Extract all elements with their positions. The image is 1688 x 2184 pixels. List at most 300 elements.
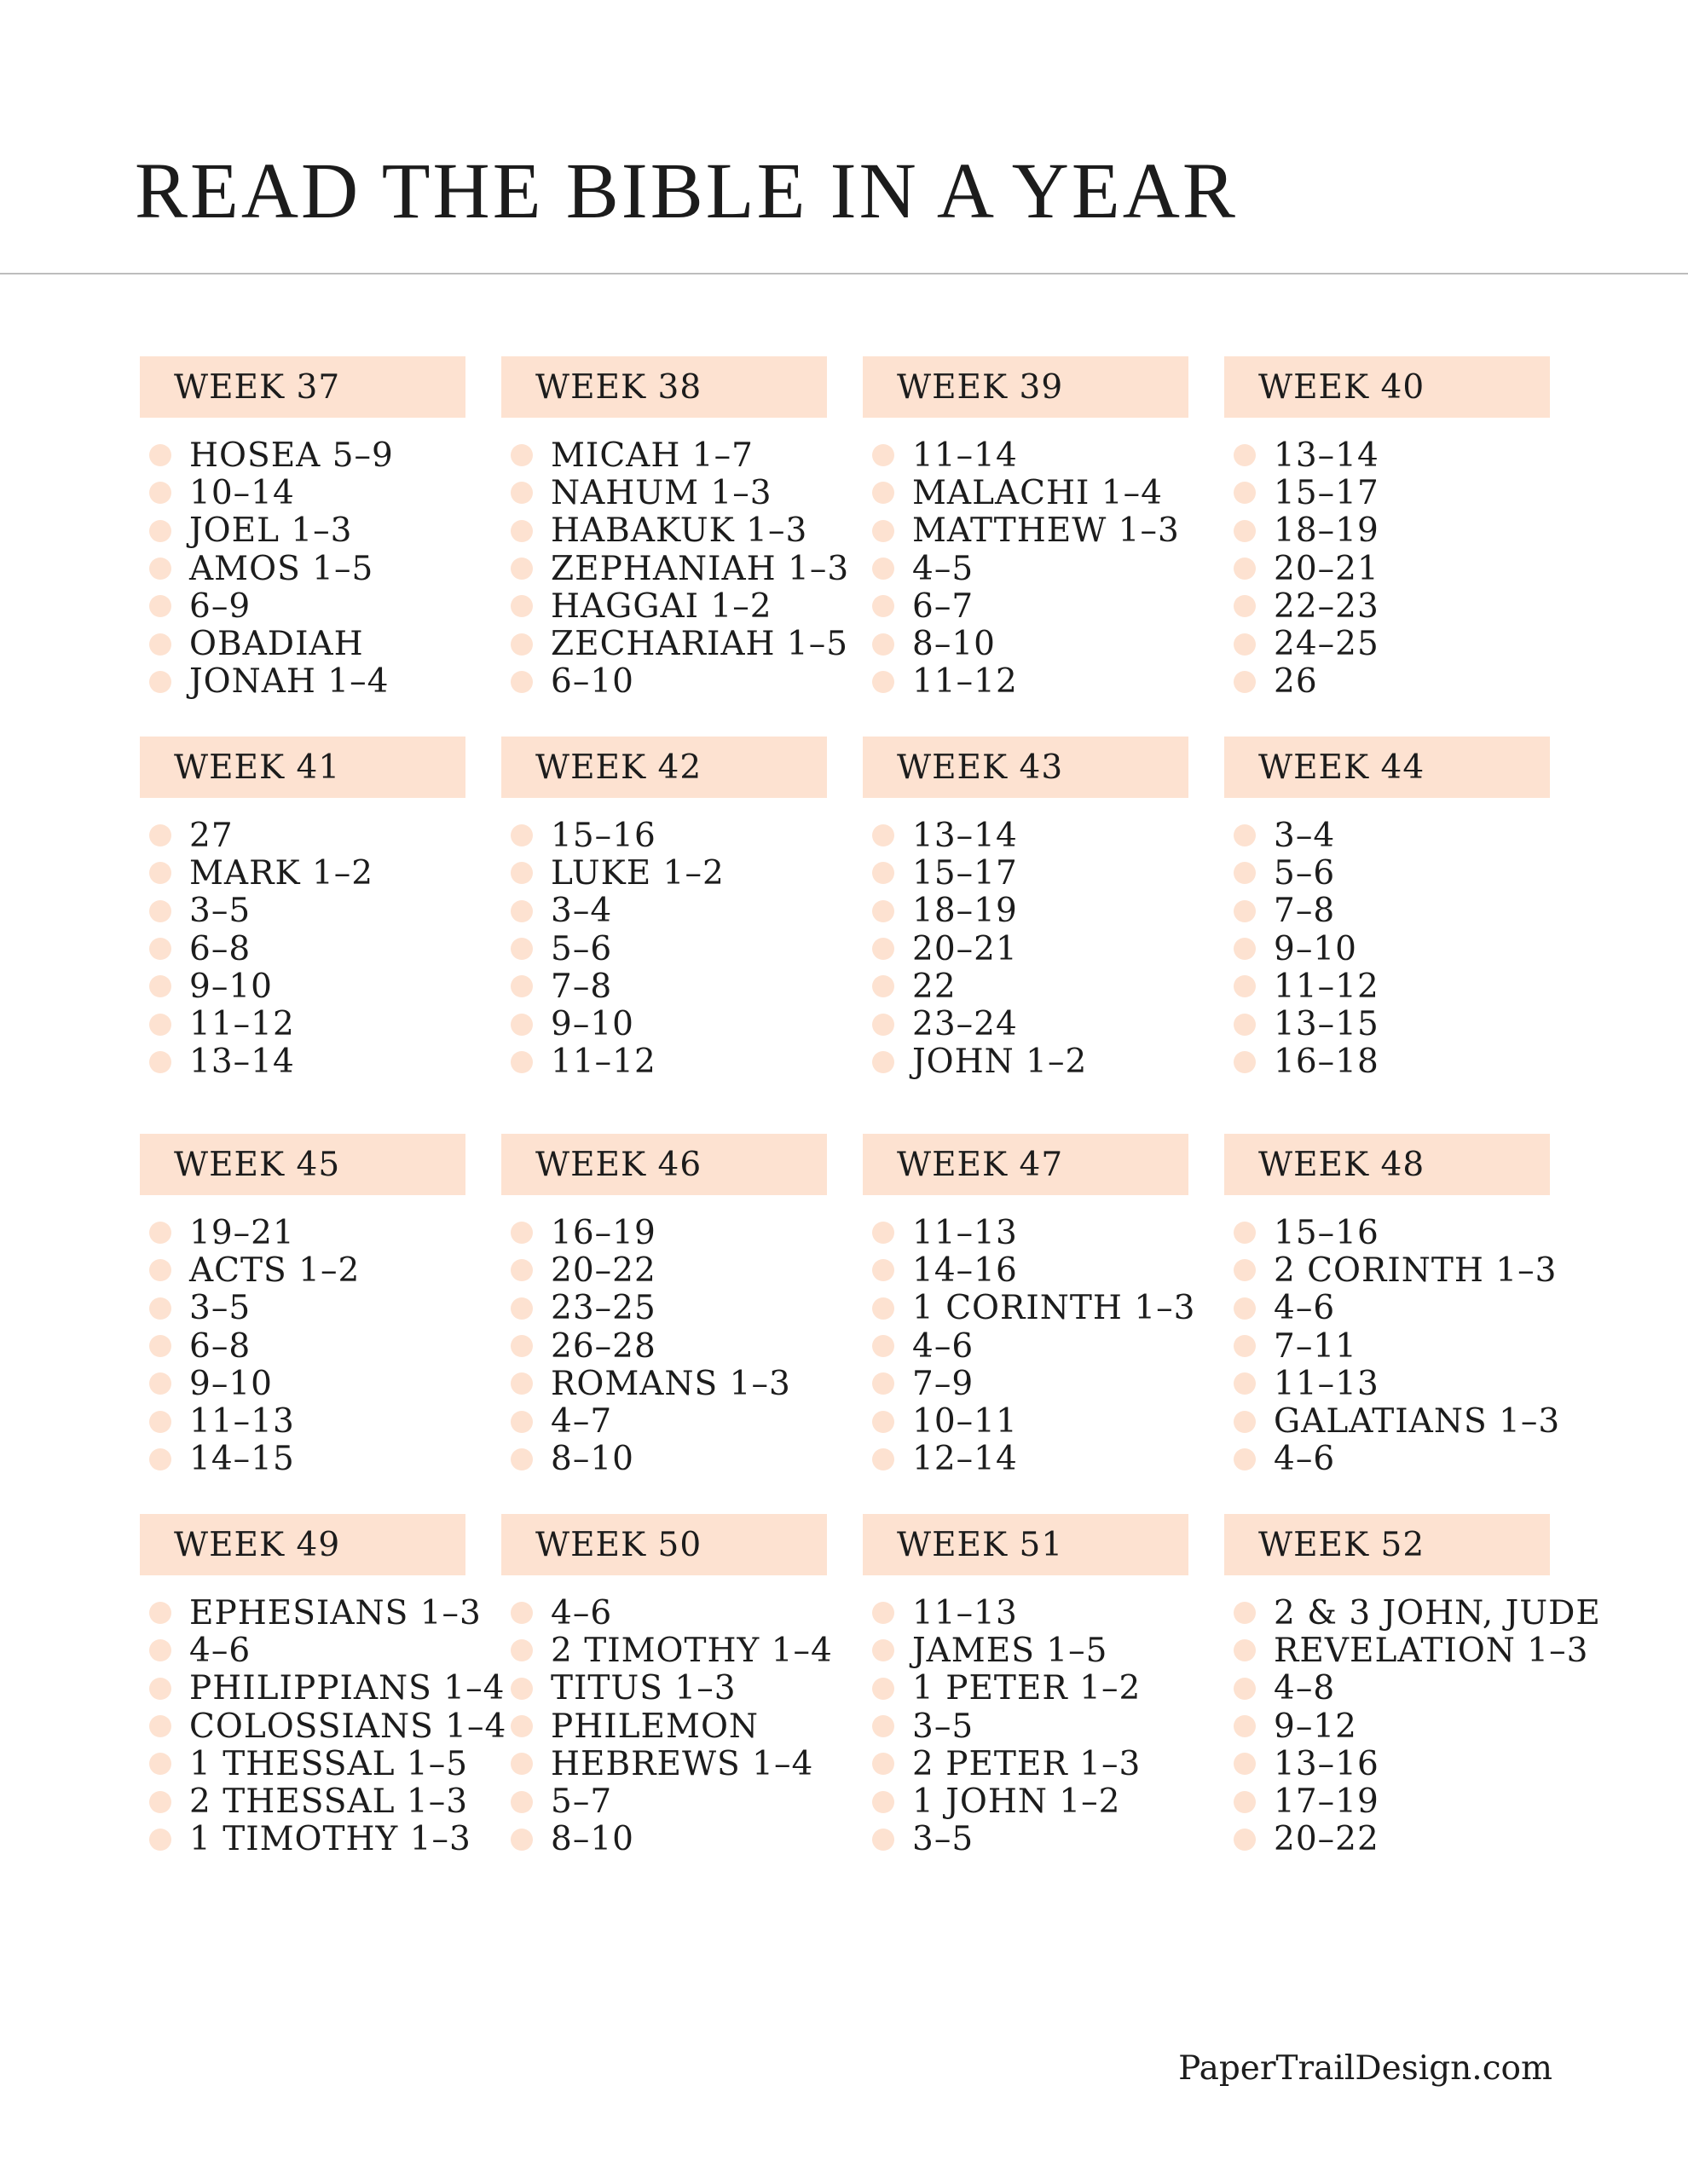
checkbox-circle-icon[interactable] (872, 482, 894, 504)
reading-item[interactable] (863, 1327, 1238, 1365)
reading-item[interactable] (863, 1402, 1238, 1440)
reading-label: JONAH 1–4 (189, 662, 390, 702)
reading-label: 18–19 (912, 892, 1018, 931)
reading-label: 4–6 (912, 1326, 974, 1366)
reading-item[interactable] (863, 1005, 1238, 1043)
reading-label: PHILIPPIANS 1–4 (189, 1669, 506, 1708)
reading-item[interactable] (1224, 474, 1599, 511)
reading-item[interactable] (863, 1214, 1238, 1251)
reading-item[interactable] (501, 1632, 876, 1669)
reading-item[interactable] (501, 893, 876, 930)
reading-item[interactable] (863, 1745, 1238, 1782)
reading-item[interactable] (140, 1365, 515, 1402)
reading-item[interactable] (863, 817, 1238, 854)
reading-list (863, 1214, 1238, 1478)
reading-item[interactable] (501, 1670, 876, 1707)
reading-label: 3–5 (189, 1289, 251, 1328)
checkbox-circle-icon[interactable] (511, 862, 533, 884)
reading-item[interactable] (501, 1327, 876, 1365)
reading-item[interactable] (140, 1327, 515, 1365)
reading-item[interactable] (1224, 512, 1599, 550)
checkbox-circle-icon[interactable] (149, 824, 171, 846)
reading-label: 1 JOHN 1–2 (912, 1782, 1121, 1822)
reading-item[interactable] (1224, 968, 1599, 1005)
checkbox-circle-icon[interactable] (872, 1411, 894, 1433)
reading-item[interactable] (501, 1745, 876, 1782)
reading-item[interactable] (140, 817, 515, 854)
reading-item[interactable] (501, 1251, 876, 1289)
checkbox-circle-icon[interactable] (149, 1222, 171, 1244)
reading-label: 3–5 (912, 1707, 974, 1746)
reading-item[interactable] (863, 968, 1238, 1005)
reading-item[interactable] (140, 893, 515, 930)
week-block (1224, 356, 1599, 701)
reading-label: ROMANS 1–3 (551, 1364, 791, 1403)
reading-item[interactable] (140, 968, 515, 1005)
checkbox-circle-icon[interactable] (149, 1678, 171, 1700)
reading-item[interactable] (1224, 587, 1599, 625)
week-header: WEEK 37 (140, 356, 465, 418)
checkbox-circle-icon[interactable] (149, 558, 171, 580)
checkbox-circle-icon[interactable] (1234, 558, 1256, 580)
checkbox-circle-icon[interactable] (1234, 1222, 1256, 1244)
reading-item[interactable] (501, 587, 876, 625)
checkbox-circle-icon[interactable] (511, 1372, 533, 1395)
reading-label: 11–13 (912, 1213, 1018, 1252)
checkbox-circle-icon[interactable] (511, 1678, 533, 1700)
reading-item[interactable] (501, 1365, 876, 1402)
reading-item[interactable] (140, 550, 515, 587)
reading-label: 3–5 (189, 892, 251, 931)
checkbox-circle-icon[interactable] (149, 595, 171, 617)
reading-item[interactable] (863, 1594, 1238, 1632)
checkbox-circle-icon[interactable] (149, 482, 171, 504)
reading-item[interactable] (140, 1441, 515, 1478)
checkbox-circle-icon[interactable] (149, 1051, 171, 1073)
reading-item[interactable] (1224, 1290, 1599, 1327)
reading-item[interactable] (1224, 1821, 1599, 1858)
reading-label: 4–7 (551, 1402, 613, 1442)
reading-label: 9–10 (1274, 929, 1357, 968)
checkbox-circle-icon[interactable] (511, 900, 533, 922)
checkbox-circle-icon[interactable] (1234, 1791, 1256, 1813)
reading-item[interactable] (1224, 1441, 1599, 1478)
reading-item[interactable] (140, 663, 515, 701)
reading-label: 9–10 (189, 967, 273, 1006)
checkbox-circle-icon[interactable] (149, 862, 171, 884)
reading-item[interactable] (501, 1821, 876, 1858)
checkbox-circle-icon[interactable] (511, 1715, 533, 1737)
reading-item[interactable] (1224, 1214, 1599, 1251)
reading-label: JOHN 1–2 (912, 1043, 1088, 1082)
reading-label: 11–12 (912, 662, 1018, 702)
reading-item[interactable] (501, 663, 876, 701)
checkbox-circle-icon[interactable] (1234, 900, 1256, 922)
reading-item[interactable] (1224, 625, 1599, 662)
week-header: WEEK 42 (501, 737, 827, 798)
reading-label: AMOS 1–5 (189, 549, 374, 588)
checkbox-circle-icon[interactable] (872, 862, 894, 884)
checkbox-circle-icon[interactable] (511, 482, 533, 504)
reading-list (501, 436, 876, 701)
reading-label: JOEL 1–3 (189, 511, 353, 551)
reading-item[interactable] (140, 1214, 515, 1251)
reading-item[interactable] (501, 436, 876, 474)
checkbox-circle-icon[interactable] (1234, 938, 1256, 960)
checkbox-circle-icon[interactable] (872, 1297, 894, 1320)
reading-label: 6–8 (189, 929, 251, 968)
reading-item[interactable] (1224, 1632, 1599, 1669)
checkbox-circle-icon[interactable] (511, 558, 533, 580)
week-block (863, 356, 1238, 701)
week-block (140, 737, 515, 1081)
reading-item[interactable] (1224, 1402, 1599, 1440)
reading-label: 8–10 (551, 1440, 634, 1479)
reading-label: 13–14 (912, 816, 1018, 855)
checkbox-circle-icon[interactable] (1234, 1372, 1256, 1395)
reading-item[interactable] (863, 550, 1238, 587)
reading-item[interactable] (140, 930, 515, 968)
reading-label: 14–16 (912, 1251, 1018, 1290)
checkbox-circle-icon[interactable] (511, 1222, 533, 1244)
week-block (501, 737, 876, 1081)
checkbox-circle-icon[interactable] (149, 1411, 171, 1433)
reading-item[interactable] (501, 1707, 876, 1745)
checkbox-circle-icon[interactable] (1234, 862, 1256, 884)
checkbox-circle-icon[interactable] (1234, 1829, 1256, 1851)
week-header: WEEK 47 (863, 1134, 1188, 1195)
reading-item[interactable] (1224, 550, 1599, 587)
checkbox-circle-icon[interactable] (511, 1051, 533, 1073)
reading-list (140, 817, 515, 1081)
checkbox-circle-icon[interactable] (872, 824, 894, 846)
checkbox-circle-icon[interactable] (511, 975, 533, 997)
reading-label: 2 & 3 JOHN, JUDE (1274, 1593, 1601, 1632)
reading-item[interactable] (140, 1043, 515, 1081)
reading-item[interactable] (501, 1782, 876, 1820)
checkbox-circle-icon[interactable] (1234, 520, 1256, 542)
reading-item[interactable] (140, 1594, 515, 1632)
reading-item[interactable] (863, 930, 1238, 968)
reading-item[interactable] (140, 854, 515, 892)
checkbox-circle-icon[interactable] (511, 1411, 533, 1433)
checkbox-circle-icon[interactable] (1234, 824, 1256, 846)
reading-item[interactable] (501, 1005, 876, 1043)
reading-item[interactable] (1224, 1670, 1599, 1707)
checkbox-circle-icon[interactable] (1234, 482, 1256, 504)
week-block (1224, 737, 1599, 1081)
checkbox-circle-icon[interactable] (872, 938, 894, 960)
reading-item[interactable] (1224, 1745, 1599, 1782)
checkbox-circle-icon[interactable] (511, 444, 533, 466)
reading-item[interactable] (501, 968, 876, 1005)
checkbox-circle-icon[interactable] (872, 1259, 894, 1281)
checkbox-circle-icon[interactable] (511, 1297, 533, 1320)
reading-item[interactable] (863, 436, 1238, 474)
checkbox-circle-icon[interactable] (511, 1014, 533, 1036)
reading-item[interactable] (863, 1251, 1238, 1289)
checkbox-circle-icon[interactable] (149, 1715, 171, 1737)
reading-item[interactable] (863, 1707, 1238, 1745)
reading-item[interactable] (140, 1251, 515, 1289)
reading-item[interactable] (140, 1782, 515, 1820)
reading-item[interactable] (501, 625, 876, 662)
checkbox-circle-icon[interactable] (1234, 1411, 1256, 1433)
checkbox-circle-icon[interactable] (872, 1829, 894, 1851)
reading-item[interactable] (863, 1821, 1238, 1858)
checkbox-circle-icon[interactable] (511, 1791, 533, 1813)
reading-item[interactable] (863, 587, 1238, 625)
checkbox-circle-icon[interactable] (511, 1639, 533, 1661)
reading-item[interactable] (1224, 1594, 1599, 1632)
checkbox-circle-icon[interactable] (149, 1335, 171, 1357)
reading-label: 15–17 (1274, 473, 1379, 512)
checkbox-circle-icon[interactable] (511, 520, 533, 542)
reading-item[interactable] (501, 854, 876, 892)
reading-item[interactable] (501, 1214, 876, 1251)
checkbox-circle-icon[interactable] (149, 444, 171, 466)
checkbox-circle-icon[interactable] (872, 444, 894, 466)
checkbox-circle-icon[interactable] (149, 1829, 171, 1851)
checkbox-circle-icon[interactable] (1234, 671, 1256, 693)
reading-item[interactable] (140, 1670, 515, 1707)
checkbox-circle-icon[interactable] (872, 1639, 894, 1661)
checkbox-circle-icon[interactable] (872, 1602, 894, 1624)
reading-item[interactable] (1224, 817, 1599, 854)
reading-label: 7–8 (551, 967, 613, 1006)
reading-list (140, 1594, 515, 1858)
checkbox-circle-icon[interactable] (149, 633, 171, 656)
checkbox-circle-icon[interactable] (149, 1791, 171, 1813)
reading-item[interactable] (140, 436, 515, 474)
reading-label: 13–14 (1274, 436, 1379, 475)
checkbox-circle-icon[interactable] (1234, 1448, 1256, 1470)
checkbox-circle-icon[interactable] (872, 1791, 894, 1813)
reading-item[interactable] (863, 854, 1238, 892)
reading-item[interactable] (1224, 893, 1599, 930)
reading-item[interactable] (1224, 930, 1599, 968)
reading-item[interactable] (140, 1707, 515, 1745)
reading-item[interactable] (140, 1745, 515, 1782)
checkbox-circle-icon[interactable] (1234, 1335, 1256, 1357)
reading-item[interactable] (140, 587, 515, 625)
checkbox-circle-icon[interactable] (872, 1051, 894, 1073)
reading-label: 7–8 (1274, 892, 1336, 931)
checkbox-circle-icon[interactable] (149, 1259, 171, 1281)
reading-item[interactable] (1224, 1782, 1599, 1820)
checkbox-circle-icon[interactable] (149, 1753, 171, 1775)
reading-label: HEBREWS 1–4 (551, 1744, 814, 1783)
reading-label: 11–12 (189, 1005, 295, 1044)
reading-item[interactable] (863, 512, 1238, 550)
checkbox-circle-icon[interactable] (872, 900, 894, 922)
header-divider (0, 273, 1688, 274)
checkbox-circle-icon[interactable] (511, 1448, 533, 1470)
week-block (863, 737, 1238, 1081)
checkbox-circle-icon[interactable] (511, 1829, 533, 1851)
checkbox-circle-icon[interactable] (872, 671, 894, 693)
checkbox-circle-icon[interactable] (1234, 1014, 1256, 1036)
checkbox-circle-icon[interactable] (1234, 1297, 1256, 1320)
checkbox-circle-icon[interactable] (149, 975, 171, 997)
checkbox-circle-icon[interactable] (149, 1014, 171, 1036)
reading-item[interactable] (863, 1043, 1238, 1081)
week-header: WEEK 45 (140, 1134, 465, 1195)
week-header: WEEK 48 (1224, 1134, 1550, 1195)
page-title: READ THE BIBLE IN A YEAR (135, 147, 1238, 235)
checkbox-circle-icon[interactable] (149, 900, 171, 922)
reading-label: PHILEMON (551, 1707, 760, 1746)
reading-item[interactable] (1224, 1707, 1599, 1745)
checkbox-circle-icon[interactable] (1234, 595, 1256, 617)
checkbox-circle-icon[interactable] (872, 633, 894, 656)
week-block (863, 1514, 1238, 1858)
reading-label: 19–21 (189, 1213, 295, 1252)
reading-item[interactable] (863, 893, 1238, 930)
reading-item[interactable] (1224, 663, 1599, 701)
reading-item[interactable] (863, 1670, 1238, 1707)
reading-label: 4–6 (1274, 1440, 1336, 1479)
checkbox-circle-icon[interactable] (1234, 1639, 1256, 1661)
checkbox-circle-icon[interactable] (872, 520, 894, 542)
checkbox-circle-icon[interactable] (149, 938, 171, 960)
reading-item[interactable] (863, 1782, 1238, 1820)
checkbox-circle-icon[interactable] (1234, 1753, 1256, 1775)
reading-item[interactable] (1224, 1327, 1599, 1365)
reading-item[interactable] (863, 1365, 1238, 1402)
reading-item[interactable] (501, 930, 876, 968)
week-header: WEEK 51 (863, 1514, 1188, 1575)
reading-item[interactable] (501, 1290, 876, 1327)
reading-item[interactable] (863, 625, 1238, 662)
checkbox-circle-icon[interactable] (511, 1259, 533, 1281)
reading-item[interactable] (140, 1821, 515, 1858)
checkbox-circle-icon[interactable] (872, 1372, 894, 1395)
checkbox-circle-icon[interactable] (872, 595, 894, 617)
checkbox-circle-icon[interactable] (1234, 1259, 1256, 1281)
checkbox-circle-icon[interactable] (872, 558, 894, 580)
checkbox-circle-icon[interactable] (149, 1448, 171, 1470)
reading-label: 9–12 (1274, 1707, 1357, 1746)
reading-item[interactable] (501, 512, 876, 550)
checkbox-circle-icon[interactable] (872, 1678, 894, 1700)
checkbox-circle-icon[interactable] (149, 671, 171, 693)
reading-item[interactable] (501, 817, 876, 854)
reading-item[interactable] (1224, 1005, 1599, 1043)
checkbox-circle-icon[interactable] (872, 1753, 894, 1775)
reading-item[interactable] (863, 1632, 1238, 1669)
checkbox-circle-icon[interactable] (1234, 1715, 1256, 1737)
reading-item[interactable] (140, 1632, 515, 1669)
reading-item[interactable] (501, 550, 876, 587)
reading-label: 11–12 (551, 1043, 656, 1082)
reading-label: ZEPHANIAH 1–3 (551, 549, 850, 588)
reading-label: 26 (1274, 662, 1318, 702)
checkbox-circle-icon[interactable] (1234, 1051, 1256, 1073)
checkbox-circle-icon[interactable] (511, 595, 533, 617)
reading-item[interactable] (140, 1402, 515, 1440)
checkbox-circle-icon[interactable] (149, 520, 171, 542)
reading-item[interactable] (863, 474, 1238, 511)
week-header: WEEK 46 (501, 1134, 827, 1195)
reading-label: 9–10 (551, 1005, 634, 1044)
reading-label: LUKE 1–2 (551, 853, 725, 893)
reading-item[interactable] (1224, 1365, 1599, 1402)
week-header: WEEK 52 (1224, 1514, 1550, 1575)
checkbox-circle-icon[interactable] (511, 633, 533, 656)
reading-item[interactable] (140, 1005, 515, 1043)
reading-item[interactable] (140, 474, 515, 511)
checkbox-circle-icon[interactable] (149, 1602, 171, 1624)
reading-item[interactable] (863, 663, 1238, 701)
checkbox-circle-icon[interactable] (1234, 444, 1256, 466)
reading-item[interactable] (863, 1290, 1238, 1327)
reading-label: MATTHEW 1–3 (912, 511, 1180, 551)
checkbox-circle-icon[interactable] (511, 1335, 533, 1357)
checkbox-circle-icon[interactable] (872, 1448, 894, 1470)
reading-item[interactable] (1224, 854, 1599, 892)
reading-label: 11–13 (189, 1402, 295, 1442)
reading-item[interactable] (501, 1402, 876, 1440)
reading-item[interactable] (501, 474, 876, 511)
reading-label: 6–9 (189, 586, 251, 626)
reading-label: 2 PETER 1–3 (912, 1744, 1142, 1783)
checkbox-circle-icon[interactable] (511, 824, 533, 846)
reading-label: MARK 1–2 (189, 853, 374, 893)
reading-label: 3–5 (912, 1820, 974, 1859)
checkbox-circle-icon[interactable] (511, 938, 533, 960)
checkbox-circle-icon[interactable] (872, 975, 894, 997)
reading-item[interactable] (140, 512, 515, 550)
reading-item[interactable] (1224, 1043, 1599, 1081)
reading-label: MALACHI 1–4 (912, 473, 1163, 512)
reading-label: 13–14 (189, 1043, 295, 1082)
week-block (501, 356, 876, 701)
checkbox-circle-icon[interactable] (1234, 1678, 1256, 1700)
reading-item[interactable] (1224, 1251, 1599, 1289)
reading-list (501, 1594, 876, 1858)
reading-item[interactable] (501, 1441, 876, 1478)
footer-website: PaperTrailDesign.com (1178, 2049, 1552, 2088)
checkbox-circle-icon[interactable] (511, 1753, 533, 1775)
checkbox-circle-icon[interactable] (872, 1014, 894, 1036)
reading-item[interactable] (501, 1043, 876, 1081)
checkbox-circle-icon[interactable] (1234, 975, 1256, 997)
reading-label: 20–22 (1274, 1820, 1379, 1859)
checkbox-circle-icon[interactable] (511, 1602, 533, 1624)
reading-item[interactable] (501, 1594, 876, 1632)
reading-label: 6–10 (551, 662, 634, 702)
checkbox-circle-icon[interactable] (149, 1639, 171, 1661)
reading-item[interactable] (1224, 436, 1599, 474)
reading-item[interactable] (863, 1441, 1238, 1478)
checkbox-circle-icon[interactable] (1234, 1602, 1256, 1624)
reading-label: 10–11 (912, 1402, 1018, 1442)
checkbox-circle-icon[interactable] (511, 671, 533, 693)
reading-label: ACTS 1–2 (189, 1251, 361, 1290)
reading-label: 1 TIMOTHY 1–3 (189, 1820, 471, 1859)
checkbox-circle-icon[interactable] (872, 1335, 894, 1357)
checkbox-circle-icon[interactable] (149, 1372, 171, 1395)
reading-label: 1 THESSAL 1–5 (189, 1744, 469, 1783)
checkbox-circle-icon[interactable] (1234, 633, 1256, 656)
reading-item[interactable] (140, 1290, 515, 1327)
reading-item[interactable] (140, 625, 515, 662)
checkbox-circle-icon[interactable] (872, 1715, 894, 1737)
checkbox-circle-icon[interactable] (149, 1297, 171, 1320)
reading-label: 15–17 (912, 853, 1018, 893)
checkbox-circle-icon[interactable] (872, 1222, 894, 1244)
